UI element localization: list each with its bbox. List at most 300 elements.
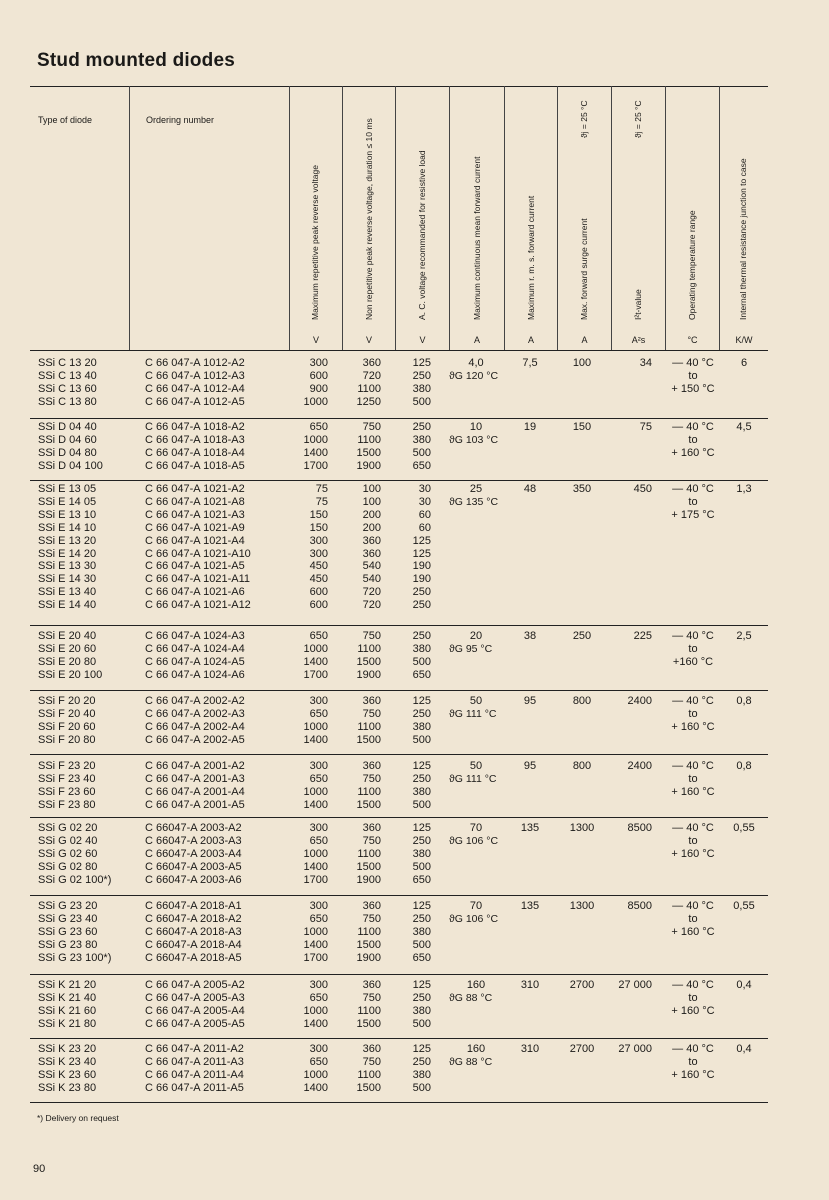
non-repetitive-peak-voltage: 360 [362,900,381,912]
thermal-resistance: 0,55 [733,900,755,912]
rms-forward-current: 38 [523,630,537,642]
ordering-number: C 66047-A 2003-A4 [145,847,242,860]
group-separator [30,974,768,975]
non-repetitive-peak-voltage: 360 [362,1043,381,1055]
ordering-number: C 66 047-A 2001-A5 [145,798,245,811]
diode-type: SSi F 20 20 [38,695,96,707]
repetitive-peak-voltage: 300 [309,979,328,991]
non-repetitive-peak-voltage: 750 [362,707,381,720]
unit-label: A [581,335,588,345]
case-temperature: ϑG 88 °C [449,1056,493,1068]
repetitive-peak-voltage: 1700 [303,873,328,886]
diode-type: SSi E 20 40 [38,630,97,642]
repetitive-peak-voltage: 300 [309,900,328,912]
ac-voltage: 250 [412,1055,431,1068]
table-row [0,952,829,965]
temp-min: — 40 °C [672,630,714,642]
temp-min: — 40 °C [672,900,714,912]
header-col-vrsm: Non repetitive peak reverse voltage, duration ≤ 10 ms [364,118,374,320]
non-repetitive-peak-voltage: 1900 [356,668,381,681]
ordering-number: C 66 047-A 1024-A5 [145,655,245,668]
diode-type: SSi D 04 80 [38,446,97,459]
diode-type: SSi E 20 100 [38,668,103,681]
repetitive-peak-voltage: 650 [309,991,328,1004]
diode-type: SSi E 13 30 [38,560,97,573]
repetitive-peak-voltage: 1000 [303,847,328,860]
table-row [0,861,829,874]
thermal-resistance: 0,4 [736,1043,752,1055]
temp-to: to [688,370,698,382]
repetitive-peak-voltage: 150 [309,508,328,521]
surge-current: 2700 [569,979,595,991]
ordering-number: C 66 047-A 2001-A3 [145,772,245,785]
repetitive-peak-voltage: 1400 [303,860,328,873]
header-divider [557,86,558,350]
case-temperature: ϑG 106 °C [449,835,499,847]
header-col-rms-current: Maximum r. m. s. forward current [526,195,536,320]
repetitive-peak-voltage: 600 [309,586,328,599]
ordering-number: C 66047-A 2003-A5 [145,860,242,873]
group-separator [30,754,768,755]
ac-voltage: 250 [412,772,431,785]
non-repetitive-peak-voltage: 750 [362,1055,381,1068]
non-repetitive-peak-voltage: 750 [362,834,381,847]
diode-type: SSi K 21 80 [38,1017,97,1030]
ac-voltage: 500 [412,938,431,951]
case-temperature: ϑG 111 °C [449,773,497,785]
repetitive-peak-voltage: 650 [309,1055,328,1068]
ac-voltage: 380 [412,785,431,798]
ordering-number: C 66 047-A 2005-A3 [145,991,245,1004]
non-repetitive-peak-voltage: 540 [362,573,381,586]
ac-voltage: 125 [412,534,431,547]
diode-type: SSi C 13 40 [38,369,97,382]
ordering-number: C 66 047-A 1021-A6 [145,586,245,599]
repetitive-peak-voltage: 300 [309,822,328,834]
unit-label: V [365,335,372,345]
repetitive-peak-voltage: 650 [309,630,328,642]
diode-type: SSi F 23 60 [38,785,96,798]
repetitive-peak-voltage: 450 [309,560,328,573]
header-col-i2t: I²t-value [633,289,643,320]
diode-type: SSi F 23 80 [38,798,96,811]
header-col-thermal-resistance: Internal thermal resistance junction to case [738,158,748,320]
ac-voltage: 380 [412,1004,431,1017]
unit-label: V [419,335,426,345]
unit-label: A [473,335,480,345]
mean-forward-current: 4,0 [468,357,484,369]
diode-type: SSi E 20 80 [38,655,97,668]
table-row [0,939,829,952]
ac-voltage: 380 [412,642,431,655]
ordering-number: C 66047-A 2018-A4 [145,938,242,951]
diode-type: SSi E 14 20 [38,547,97,560]
mean-forward-current: 70 [469,900,483,912]
repetitive-peak-voltage: 600 [309,369,328,382]
ac-voltage: 250 [412,707,431,720]
repetitive-peak-voltage: 1000 [303,925,328,938]
ac-voltage: 500 [412,395,431,408]
ac-voltage: 125 [412,357,431,369]
non-repetitive-peak-voltage: 360 [362,760,381,772]
temp-to: to [688,434,698,446]
non-repetitive-peak-voltage: 1500 [356,938,381,951]
ac-voltage: 380 [412,720,431,733]
temp-to: to [688,835,698,847]
unit-label: A [527,335,534,345]
table-row [0,560,829,573]
table-row [0,460,829,473]
ac-voltage: 650 [412,459,431,472]
ordering-number: C 66 047-A 1018-A2 [145,421,245,433]
repetitive-peak-voltage: 600 [309,599,328,612]
header-divider [395,86,396,350]
ac-voltage: 125 [412,695,431,707]
ac-voltage: 125 [412,760,431,772]
non-repetitive-peak-voltage: 540 [362,560,381,573]
footnote: *) Delivery on request [37,1113,119,1123]
diode-type: SSi E 13 05 [38,483,97,495]
diode-type: SSi K 23 20 [38,1043,97,1055]
ordering-number: C 66 047-A 1021-A4 [145,534,245,547]
repetitive-peak-voltage: 1000 [303,642,328,655]
ac-voltage: 250 [412,630,431,642]
repetitive-peak-voltage: 300 [309,1043,328,1055]
header-type: Type of diode [38,115,93,125]
mean-forward-current: 10 [469,421,483,433]
ordering-number: C 66047-A 2003-A2 [145,822,242,834]
non-repetitive-peak-voltage: 1100 [357,433,381,446]
temp-min: — 40 °C [672,695,714,707]
ac-voltage: 380 [412,382,431,395]
diode-type: SSi E 13 40 [38,586,97,599]
diode-type: SSi F 20 80 [38,733,96,746]
page-number: 90 [33,1163,46,1175]
table-row [0,1082,829,1095]
diode-type: SSi G 23 80 [38,938,98,951]
surge-current: 2700 [569,1043,595,1055]
diode-type: SSi F 23 20 [38,760,96,772]
i2t-value: 2400 [627,760,652,772]
non-repetitive-peak-voltage: 1500 [356,1017,381,1030]
ac-voltage: 125 [412,547,431,560]
non-repetitive-peak-voltage: 1100 [357,925,381,938]
non-repetitive-peak-voltage: 360 [362,357,381,369]
non-repetitive-peak-voltage: 750 [362,772,381,785]
temp-max: + 175 °C [671,509,715,521]
repetitive-peak-voltage: 1400 [303,733,328,746]
table-row [0,535,829,548]
header-col-vrrm: Maximum repetitive peak reverse voltage [310,165,320,320]
table-row [0,586,829,599]
table-row [0,1018,829,1031]
mean-forward-current: 160 [466,1043,486,1055]
case-temperature: ϑG 120 °C [449,370,499,382]
ac-voltage: 380 [412,847,431,860]
surge-current: 350 [572,483,592,495]
ordering-number: C 66 047-A 1021-A11 [145,573,250,586]
surge-current: 100 [572,357,592,369]
temp-max: + 160 °C [671,926,715,938]
ordering-number: C 66 047-A 1021-A5 [145,560,245,573]
unit-label: K/W [735,335,753,345]
repetitive-peak-voltage: 1000 [303,433,328,446]
repetitive-peak-voltage: 1400 [303,655,328,668]
non-repetitive-peak-voltage: 1100 [357,785,381,798]
ordering-number: C 66047-A 2003-A3 [145,834,242,847]
ac-voltage: 500 [412,798,431,811]
header-divider [342,86,343,350]
ordering-number: C 66 047-A 1021-A12 [145,599,251,612]
diode-type: SSi K 23 40 [38,1055,97,1068]
ac-voltage: 650 [412,951,431,964]
header-bottom-rule [30,350,768,351]
ac-voltage: 380 [412,1068,431,1081]
ordering-number: C 66047-A 2018-A2 [145,912,242,925]
non-repetitive-peak-voltage: 1500 [356,733,381,746]
case-temperature: ϑG 106 °C [449,913,499,925]
ac-voltage: 380 [412,925,431,938]
repetitive-peak-voltage: 650 [309,707,328,720]
repetitive-peak-voltage: 300 [309,357,328,369]
repetitive-peak-voltage: 300 [309,760,328,772]
temp-to: to [688,992,698,1004]
i2t-value: 8500 [627,900,652,912]
unit-label: °C [687,335,698,345]
ordering-number: C 66 047-A 1018-A5 [145,459,245,472]
repetitive-peak-voltage: 1400 [303,446,328,459]
temp-to: to [688,708,698,720]
ac-voltage: 125 [412,1043,431,1055]
ac-voltage: 250 [412,834,431,847]
temp-max: + 150 °C [671,383,715,395]
diode-type: SSi F 20 60 [38,720,96,733]
repetitive-peak-voltage: 75 [315,495,328,508]
non-repetitive-peak-voltage: 750 [362,912,381,925]
non-repetitive-peak-voltage: 750 [362,991,381,1004]
ordering-number: C 66 047-A 2002-A5 [145,733,245,746]
table-row [0,599,829,612]
ac-voltage: 30 [418,495,431,508]
i2t-value: 27 000 [618,1043,652,1055]
ordering-number: C 66 047-A 1018-A4 [145,446,245,459]
rms-forward-current: 310 [520,1043,540,1055]
repetitive-peak-voltage: 1000 [303,395,328,408]
i2t-value: 27 000 [618,979,652,991]
surge-current: 250 [572,630,592,642]
temp-max: + 160 °C [671,447,715,459]
non-repetitive-peak-voltage: 720 [362,586,381,599]
non-repetitive-peak-voltage: 1500 [356,1081,381,1094]
diode-type: SSi E 14 30 [38,573,97,586]
diode-type: SSi F 23 40 [38,772,96,785]
case-temperature: ϑG 135 °C [449,496,499,508]
non-repetitive-peak-voltage: 1500 [356,446,381,459]
non-repetitive-peak-voltage: 200 [362,521,381,534]
diode-type: SSi G 23 60 [38,925,98,938]
ac-voltage: 125 [412,822,431,834]
unit-label: V [312,335,319,345]
ordering-number: C 66047-A 2018-A5 [145,951,242,964]
diode-type: SSi E 13 10 [38,508,97,521]
ac-voltage: 650 [412,873,431,886]
thermal-resistance: 0,55 [733,822,755,834]
ordering-number: C 66 047-A 2011-A5 [145,1081,244,1094]
diode-type: SSi G 02 20 [38,822,98,834]
table-row [0,573,829,586]
non-repetitive-peak-voltage: 360 [362,547,381,560]
mean-forward-current: 160 [466,979,486,991]
repetitive-peak-voltage: 1700 [303,459,328,472]
diode-type: SSi K 21 40 [38,991,97,1004]
diode-type: SSi E 14 05 [38,495,97,508]
surge-current: 150 [572,421,592,433]
mean-forward-current: 70 [469,822,483,834]
non-repetitive-peak-voltage: 1100 [357,847,381,860]
table-row [0,548,829,561]
ac-voltage: 250 [412,599,431,612]
header-divider [719,86,720,350]
i2t-value: 225 [633,630,652,642]
non-repetitive-peak-voltage: 1100 [357,1068,381,1081]
non-repetitive-peak-voltage: 100 [362,483,381,495]
diode-type: SSi G 23 100*) [38,951,112,964]
repetitive-peak-voltage: 450 [309,573,328,586]
temp-min: — 40 °C [672,421,714,433]
diode-type: SSi D 04 40 [38,421,97,433]
temp-to: to [688,913,698,925]
ordering-number: C 66 047-A 1012-A3 [145,369,245,382]
header-col-surge-sub: ϑj = 25 °C [579,100,589,138]
thermal-resistance: 4,5 [736,421,752,433]
repetitive-peak-voltage: 650 [309,834,328,847]
diode-type: SSi G 02 80 [38,860,98,873]
header-divider [611,86,612,350]
non-repetitive-peak-voltage: 360 [362,822,381,834]
rms-forward-current: 19 [523,421,537,433]
temp-to: to [688,1056,698,1068]
ordering-number: C 66 047-A 2002-A2 [145,695,245,707]
rms-forward-current: 95 [523,695,537,707]
temp-max: + 160 °C [671,848,715,860]
ac-voltage: 500 [412,733,431,746]
table-row [0,799,829,812]
diode-type: SSi C 13 60 [38,382,97,395]
ac-voltage: 500 [412,860,431,873]
diode-type: SSi G 02 60 [38,847,98,860]
rms-forward-current: 48 [523,483,537,495]
ordering-number: C 66 047-A 1012-A4 [145,382,245,395]
group-separator [30,1038,768,1039]
repetitive-peak-voltage: 1700 [303,668,328,681]
non-repetitive-peak-voltage: 1100 [357,382,381,395]
diode-type: SSi G 02 40 [38,834,98,847]
table-row [0,669,829,682]
repetitive-peak-voltage: 900 [309,382,328,395]
non-repetitive-peak-voltage: 1900 [356,951,381,964]
repetitive-peak-voltage: 150 [309,521,328,534]
mean-forward-current: 20 [469,630,483,642]
i2t-value: 34 [639,357,652,369]
ordering-number: C 66 047-A 1024-A6 [145,668,245,681]
ac-voltage: 500 [412,1081,431,1094]
thermal-resistance: 0,8 [736,695,752,707]
ordering-number: C 66 047-A 2005-A5 [145,1017,245,1030]
temp-max: + 160 °C [671,721,715,733]
case-temperature: ϑG 103 °C [449,434,499,446]
ac-voltage: 250 [412,912,431,925]
diode-type: SSi E 14 10 [38,521,97,534]
case-temperature: ϑG 95 °C [449,643,493,655]
repetitive-peak-voltage: 1400 [303,798,328,811]
temp-min: — 40 °C [672,357,714,369]
diode-type: SSi F 20 40 [38,707,96,720]
repetitive-peak-voltage: 300 [309,695,328,707]
temp-min: — 40 °C [672,822,714,834]
non-repetitive-peak-voltage: 200 [362,508,381,521]
non-repetitive-peak-voltage: 360 [362,695,381,707]
header-top-rule [30,86,768,87]
ordering-number: C 66047-A 2018-A1 [145,900,242,912]
unit-label: A²s [631,335,646,345]
i2t-value: 2400 [627,695,652,707]
ordering-number: C 66 047-A 1018-A3 [145,433,245,446]
repetitive-peak-voltage: 1700 [303,951,328,964]
ordering-number: C 66 047-A 1021-A3 [145,508,245,521]
ac-voltage: 500 [412,1017,431,1030]
header-col-i2t-sub: ϑj = 25 °C [633,100,643,138]
non-repetitive-peak-voltage: 720 [362,599,381,612]
header-divider [665,86,666,350]
header-divider [289,86,290,350]
ordering-number: C 66047-A 2018-A3 [145,925,242,938]
table-row [0,396,829,409]
mean-forward-current: 50 [469,695,483,707]
diode-type: SSi D 04 60 [38,433,97,446]
header-divider [504,86,505,350]
diode-type: SSi C 13 20 [38,357,97,369]
surge-current: 800 [572,695,592,707]
temp-min: — 40 °C [672,1043,714,1055]
repetitive-peak-voltage: 1000 [303,1068,328,1081]
non-repetitive-peak-voltage: 100 [362,495,381,508]
ac-voltage: 650 [412,668,431,681]
ordering-number: C 66 047-A 1012-A2 [145,357,245,369]
ac-voltage: 190 [412,573,431,586]
ordering-number: C 66047-A 2003-A6 [145,873,242,886]
mean-forward-current: 50 [469,760,483,772]
diode-type: SSi E 14 40 [38,599,97,612]
ac-voltage: 60 [418,508,431,521]
header-col-vac: A. C. voltage recommanded for resistive load [417,150,427,320]
page-title: Stud mounted diodes [37,50,236,71]
temp-max: +160 °C [672,656,714,668]
ac-voltage: 125 [412,900,431,912]
temp-max: + 160 °C [671,786,715,798]
group-separator [30,690,768,691]
mean-forward-current: 25 [469,483,483,495]
repetitive-peak-voltage: 1000 [303,720,328,733]
surge-current: 800 [572,760,592,772]
ordering-number: C 66 047-A 2001-A2 [145,760,245,772]
ordering-number: C 66 047-A 2005-A2 [145,979,245,991]
rms-forward-current: 310 [520,979,540,991]
ac-voltage: 60 [418,521,431,534]
ac-voltage: 250 [412,421,431,433]
diode-type: SSi D 04 100 [38,459,103,472]
non-repetitive-peak-voltage: 1500 [356,655,381,668]
temp-to: to [688,773,698,785]
